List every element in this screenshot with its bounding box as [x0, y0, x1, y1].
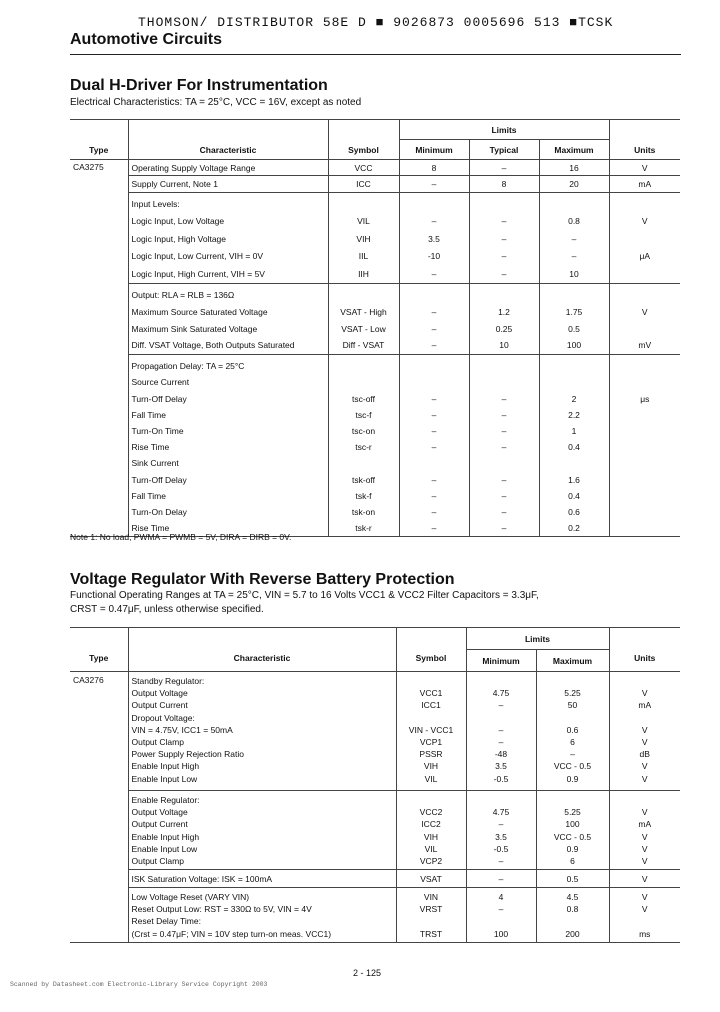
t1-typ: – – – –: [469, 193, 539, 284]
t1-characteristic: Input Levels: Logic Input, Low Voltage Logic Input, High Voltage Logic Input, Low Current, VIH = 0V Logic Input, High Current, VIH = 5V: [128, 193, 328, 284]
t2-header-limits: Limits: [466, 628, 609, 650]
t2-max: 0.5: [536, 870, 609, 888]
t1-characteristic: Propagation Delay: TA = 25°C Source Current Turn-Off Delay Fall Time Turn-On Time Rise Time Sink Current Turn-Off Delay Fall Time Turn-On Delay Rise Time: [128, 355, 328, 537]
t2-header-max: Maximum: [536, 650, 609, 672]
t2-characteristic: Enable Regulator: Output Voltage Output Current Enable Input High Enable Input Low Output Clamp: [128, 791, 396, 870]
t2-min: 4.75 – 3.5 -0.5 –: [466, 791, 536, 870]
table2-title: Voltage Regulator With Reverse Battery Protection: [70, 571, 455, 588]
t2-units: V: [609, 870, 680, 888]
t1-header-limits: Limits: [399, 120, 609, 140]
t2-symbol: VIN VRST TRST: [396, 888, 466, 943]
t2-characteristic: ISK Saturation Voltage: ISK = 100mA: [128, 870, 396, 888]
t1-header-units: Units: [609, 120, 680, 160]
t1-typ: 8: [469, 176, 539, 193]
t2-symbol: VCC1 ICC1 VIN - VCC1 VCP1 PSSR VIH VIL: [396, 672, 466, 791]
t2-group: [70, 672, 680, 791]
t1-header-min: Minimum: [399, 140, 469, 160]
table1-subtitle: Electrical Characteristics: TA = 25°C, VCC = 16V, except as noted: [70, 97, 362, 108]
table2-subtitle-line1: Functional Operating Ranges at TA = 25°C, VIN = 5.7 to 16 Volts VCC1 & VCC2 Filter Capacitors = 3.3μF,: [70, 590, 539, 601]
t1-max: 2 2.2 1 0.4 1.6 0.4 0.6 0.2: [539, 355, 609, 537]
t1-characteristic: Output: RLA = RLB = 136Ω Maximum Source Saturated Voltage Maximum Sink Saturated Voltage Diff. VSAT Voltage, Both Outputs Saturated: [128, 284, 328, 355]
t1-group: [70, 193, 680, 284]
t1-units: μs: [609, 355, 680, 537]
t2-characteristic: Low Voltage Reset (VARY VIN) Reset Output Low: RST = 330Ω to 5V, VIN = 4V Reset Delay Time: (Crst = 0.47μF; VIN = 10V step turn-on meas. VCC1): [128, 888, 396, 943]
header-rule: [70, 54, 681, 55]
t1-typ: –: [469, 160, 539, 176]
t1-header-symbol: Symbol: [328, 120, 399, 160]
t1-units: V mV: [609, 284, 680, 355]
t1-max: 16: [539, 160, 609, 176]
t2-group: [70, 888, 680, 943]
t2-header-min: Minimum: [466, 650, 536, 672]
t1-header-characteristic: Characteristic: [128, 120, 328, 160]
t1-characteristic: Operating Supply Voltage Range: [128, 160, 328, 176]
t2-header-type: Type: [89, 653, 109, 663]
t2-group: [70, 791, 680, 870]
t1-min: – – –: [399, 284, 469, 355]
t1-symbol: tsc-off tsc-f tsc-on tsc-r tsk-off tsk-f tsk-on tsk-r: [328, 355, 399, 537]
t1-symbol: VSAT - High VSAT - Low Diff - VSAT: [328, 284, 399, 355]
t1-header-max: Maximum: [539, 140, 609, 160]
t1-min: – 3.5 -10 –: [399, 193, 469, 284]
t2-characteristic: Standby Regulator: Output Voltage Output Current Dropout Voltage: VIN = 4.75V, ICC1 = 50mA Output Clamp Power Supply Rejection Ratio Enable Input High Enable Input Low: [128, 672, 396, 791]
page-number: 2 - 125: [353, 968, 382, 978]
t1-min: –: [399, 176, 469, 193]
t2-units: V V ms: [609, 888, 680, 943]
t2-units: V mA V V dB V V: [609, 672, 680, 791]
t1-min: 8: [399, 160, 469, 176]
t2-max: 5.25 50 0.6 6 – VCC - 0.5 0.9: [536, 672, 609, 791]
t2-header-symbol: Symbol: [396, 628, 466, 672]
copyright-line: Scanned by Datasheet.com Electronic-Library Service Copyright 2003: [10, 981, 268, 988]
table1-title: Dual H-Driver For Instrumentation: [70, 77, 328, 94]
t2-group: [70, 870, 680, 888]
t1-min: – – – – – – – –: [399, 355, 469, 537]
t1-max: 0.8 – – 10: [539, 193, 609, 284]
t1-group: [70, 160, 680, 176]
t2-min: 4 – 100: [466, 888, 536, 943]
t2-min: –: [466, 870, 536, 888]
t1-units: mA: [609, 176, 680, 193]
t2-symbol: VSAT: [396, 870, 466, 888]
t1-symbol: ICC: [328, 176, 399, 193]
t1-group: [70, 176, 680, 193]
t2-max: 5.25 100 VCC - 0.5 0.9 6: [536, 791, 609, 870]
t1-header-type: Type: [89, 145, 109, 155]
t1-units: V μA: [609, 193, 680, 284]
section-title: Automotive Circuits: [70, 31, 223, 48]
header-top-line: THOMSON/ DISTRIBUTOR 58E D ■ 9026873 0005696 513 ■TCSK: [138, 15, 614, 30]
t1-group: [70, 284, 680, 355]
t1-typ: – – – – – – – –: [469, 355, 539, 537]
t2-header-characteristic: Characteristic: [128, 628, 396, 672]
t2-units: V mA V V V: [609, 791, 680, 870]
t2-min: 4.75 – – – -48 3.5 -0.5: [466, 672, 536, 791]
table1: [70, 119, 680, 537]
t1-symbol: VCC: [328, 160, 399, 176]
t2-symbol: VCC2 ICC2 VIH VIL VCP2: [396, 791, 466, 870]
t1-units: V: [609, 160, 680, 176]
t1-type-label: CA3275: [70, 160, 128, 537]
table2-subtitle-line2: CRST = 0.47μF, unless otherwise specified.: [70, 604, 264, 615]
t2-header-units: Units: [609, 628, 680, 672]
t1-group: [70, 355, 680, 537]
t2-type-label: CA3276: [70, 672, 128, 943]
t1-max: 1.75 0.5 100: [539, 284, 609, 355]
t1-max: 20: [539, 176, 609, 193]
table1-note: Note 1: No load, PWMA = PWMB = 5V, DIRA = DIRB = 0V.: [70, 532, 292, 542]
t1-typ: 1.2 0.25 10: [469, 284, 539, 355]
t1-header-typ: Typical: [469, 140, 539, 160]
t2-max: 4.5 0.8 200: [536, 888, 609, 943]
t1-symbol: VIL VIH IIL IIH: [328, 193, 399, 284]
table2: [70, 627, 680, 943]
t1-characteristic: Supply Current, Note 1: [128, 176, 328, 193]
